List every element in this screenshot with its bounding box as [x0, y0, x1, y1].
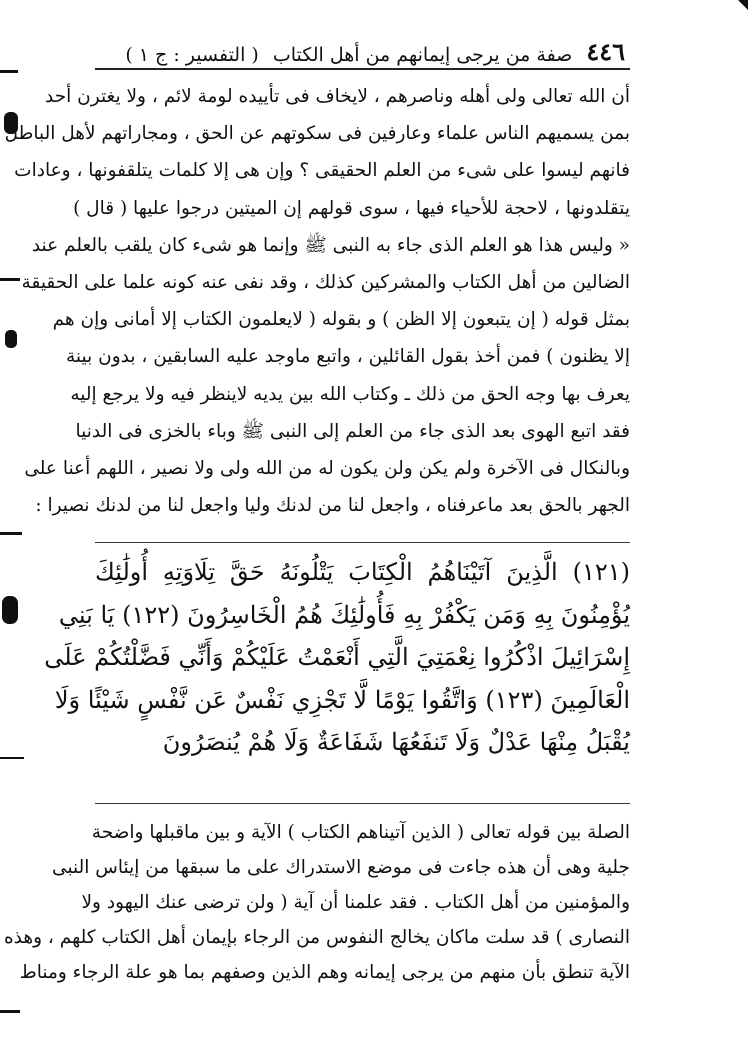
verse-line: يُقْبَلُ مِنْهَا عَدْلٌ وَلَا تَنفَعُهَا شَفَاعَةٌ وَلَا هُمْ يُنصَرُونَ: [162, 728, 630, 756]
text-line: الجهر بالحق بعد ماعرفناه ، واجعل لنا من لدنك وليا واجعل لنا من لدنك نصيرا :: [35, 495, 630, 517]
running-title: صفة من يرجى إيمانهم من أهل الكتاب: [272, 44, 573, 66]
text-line: « وليس هذا هو العلم الذى جاء به النبى ﷺ وإنما هو شىء كان يلقب بالعلم عند: [31, 234, 630, 256]
divider-rule: [95, 542, 630, 543]
text-line: فقد اتبع الهوى بعد الذى جاء من العلم إلى النبى ﷺ وباء بالخزى فى الدنيا: [75, 420, 630, 442]
text-line: يتقلدونها ، لاحجة للأحياء فيها ، سوى قولهم إن الميتين درجوا عليها ( قال ): [73, 197, 630, 219]
text-line: فانهم ليسوا على شىء من العلم الحقيقى ؟ وإن هى إلا كلمات يتلقفونها ، وعادات: [14, 160, 630, 182]
verse-line: الْعَالَمِينَ (١٢٣) وَاتَّقُوا يَوْمًا لَّا تَجْزِي نَفْسٌ عَن نَّفْسٍ شَيْئًا وَلَا: [54, 685, 630, 714]
header-rule: [95, 68, 630, 70]
text-line: والمؤمنين من أهل الكتاب . فقد علمنا أن آية ( ولن ترضى عنك اليهود ولا: [81, 892, 630, 913]
scan-artifact: [0, 532, 22, 535]
text-line: أن الله تعالى ولى أهله وناصرهم ، لايخاف فى تأييده لومة لائم ، ولا يغترن أحد: [45, 86, 630, 107]
scan-artifact: [0, 70, 18, 73]
commentary-paragraph-bottom: [3, 822, 630, 999]
page-number: ٤٤٦: [586, 37, 625, 66]
scan-artifact: [0, 1010, 20, 1013]
corner-mark: [738, 0, 748, 10]
scan-artifact: [2, 596, 18, 624]
text-line: إلا يظنون ) فمن أخذ بقول القائلين ، واتبع ماوجد عليه السابقين ، بدون بينة: [66, 346, 630, 368]
text-line: بمن يسميهم الناس علماء وعارفين فى سكوتهم عن الحق ، ومجاراتهم لأهل الباطل: [4, 123, 630, 145]
book-reference: ( التفسير : ج ١ ): [125, 44, 259, 66]
text-line: الصلة بين قوله تعالى ( الذين آتيناهم الكتاب ) الآية و بين ماقبلها واضحة: [91, 822, 630, 843]
scan-artifact: [5, 330, 17, 348]
text-line: يعرف بها وجه الحق من ذلك ـ وكتاب الله بين يديه لاينظر فيه ولا يرجع إليه: [70, 383, 630, 405]
commentary-paragraph-top: [4, 86, 630, 534]
scan-artifact: [0, 757, 24, 759]
text-line: جلية وهى أن هذه جاءت فى موضع الاستدراك على ما سبقها من إيئاس النبى: [52, 857, 630, 878]
divider-rule: [95, 803, 630, 804]
text-line: النصارى ) قد سلت ماكان يخالج النفوس من الرجاء بإيمان أهل الكتاب كلهم ، وهذه: [3, 927, 630, 948]
text-line: الضالين من أهل الكتاب والمشركين كذلك ، وقد نفى عنه كونه علما على الحقيقة: [21, 271, 630, 293]
text-line: وبالنكال فى الآخرة ولم يكن ولن يكون له من الله ولى ولا نصير ، اللهم أعنا على: [24, 457, 630, 479]
text-line: بمثل قوله ( إن يتبعون إلا الظن ) و بقوله ( لايعلمون الكتاب إلا أمانى وإن هم: [52, 309, 630, 331]
quran-verse-block: [44, 558, 630, 773]
verse-line: (١٢١) الَّذِينَ آتَيْنَاهُمُ الْكِتَابَ يَتْلُونَهُ حَقَّ تِلَاوَتِهِ أُولَٰئِكَ: [95, 558, 630, 586]
verse-line: إِسْرَائِيلَ اذْكُرُوا نِعْمَتِيَ الَّتِي أَنْعَمْتُ عَلَيْكُمْ وَأَنِّي فَضَّلْتُكُمْ عَلَى: [44, 643, 630, 671]
verse-line: يُؤْمِنُونَ بِهِ وَمَن يَكْفُرْ بِهِ فَأُولَٰئِكَ هُمُ الْخَاسِرُونَ (١٢٢) يَا بَنِي: [58, 600, 630, 629]
page-header: [95, 32, 625, 66]
scan-artifact: [0, 278, 20, 281]
text-line: الآية تنطق بأن منهم من يرجى إيمانه وهم الذين وصفهم بما هو علة الرجاء ومناط: [19, 962, 630, 983]
